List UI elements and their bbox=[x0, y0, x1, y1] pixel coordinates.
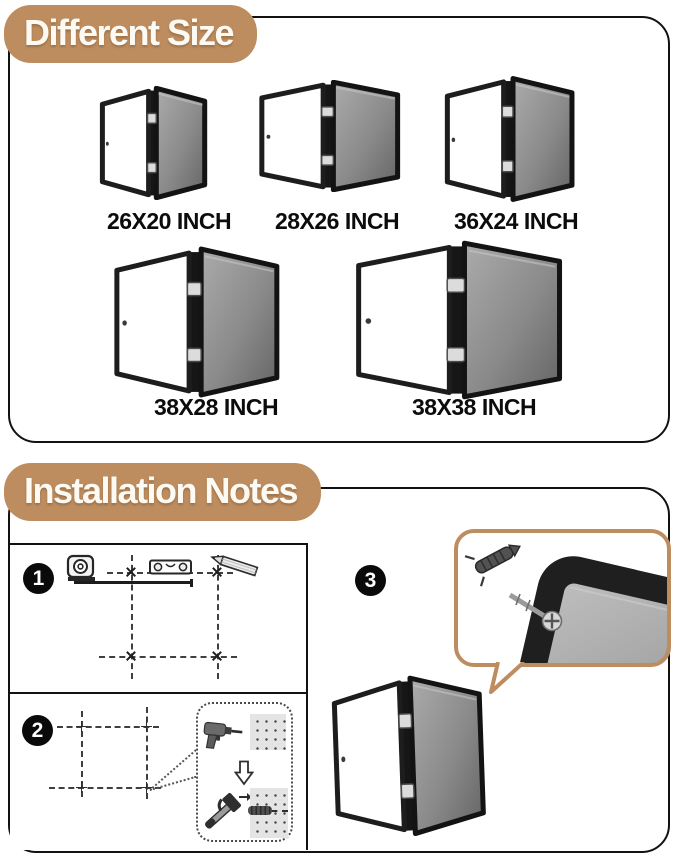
installation-notes-title: Installation Notes bbox=[4, 463, 321, 521]
board-mounting-illustration bbox=[327, 672, 489, 839]
board-38x28-illustration bbox=[110, 246, 282, 398]
drill-icon bbox=[202, 716, 244, 752]
mark-x bbox=[125, 650, 137, 662]
pencil-icon bbox=[207, 548, 265, 578]
different-size-panel bbox=[8, 16, 670, 443]
step-1-badge: 1 bbox=[23, 563, 54, 594]
size-label-36x24: 36X24 INCH bbox=[453, 208, 579, 234]
different-size-title: Different Size bbox=[4, 5, 257, 63]
size-label-38x38: 38X38 INCH bbox=[411, 394, 537, 420]
wall-surface bbox=[250, 714, 286, 750]
wall-surface bbox=[250, 788, 288, 838]
board-36x24-illustration bbox=[442, 76, 576, 202]
board-38x38-illustration bbox=[350, 240, 566, 400]
mark-plus bbox=[141, 721, 152, 732]
zoom-leader-line bbox=[149, 749, 196, 791]
install-step-2 bbox=[10, 694, 308, 850]
wall-anchor-icon bbox=[465, 533, 528, 586]
down-arrow-icon bbox=[234, 760, 254, 786]
size-label-28x26: 28X26 INCH bbox=[274, 208, 400, 234]
size-label-38x28: 38X28 INCH bbox=[153, 394, 279, 420]
mark-x bbox=[211, 650, 223, 662]
drill-hammer-callout bbox=[196, 702, 293, 842]
size-label-26x20: 26X20 INCH bbox=[106, 208, 232, 234]
mark-plus bbox=[76, 782, 87, 793]
install-step-1 bbox=[10, 543, 308, 694]
bubble-tail bbox=[488, 662, 526, 694]
mark-plus bbox=[76, 721, 87, 732]
level-icon bbox=[149, 559, 193, 575]
board-26x20-illustration bbox=[98, 86, 208, 200]
tape-line bbox=[74, 581, 192, 584]
wall-anchor-icon bbox=[248, 806, 272, 815]
board-28x26-illustration bbox=[256, 80, 402, 192]
mark-x bbox=[125, 566, 137, 578]
tape-measure-icon bbox=[66, 554, 100, 584]
step-3-badge: 3 bbox=[355, 565, 386, 596]
step-2-badge: 2 bbox=[22, 715, 53, 746]
corner-detail-illustration bbox=[458, 533, 667, 663]
corner-zoom-bubble bbox=[454, 529, 671, 667]
installation-notes-panel bbox=[8, 487, 670, 853]
